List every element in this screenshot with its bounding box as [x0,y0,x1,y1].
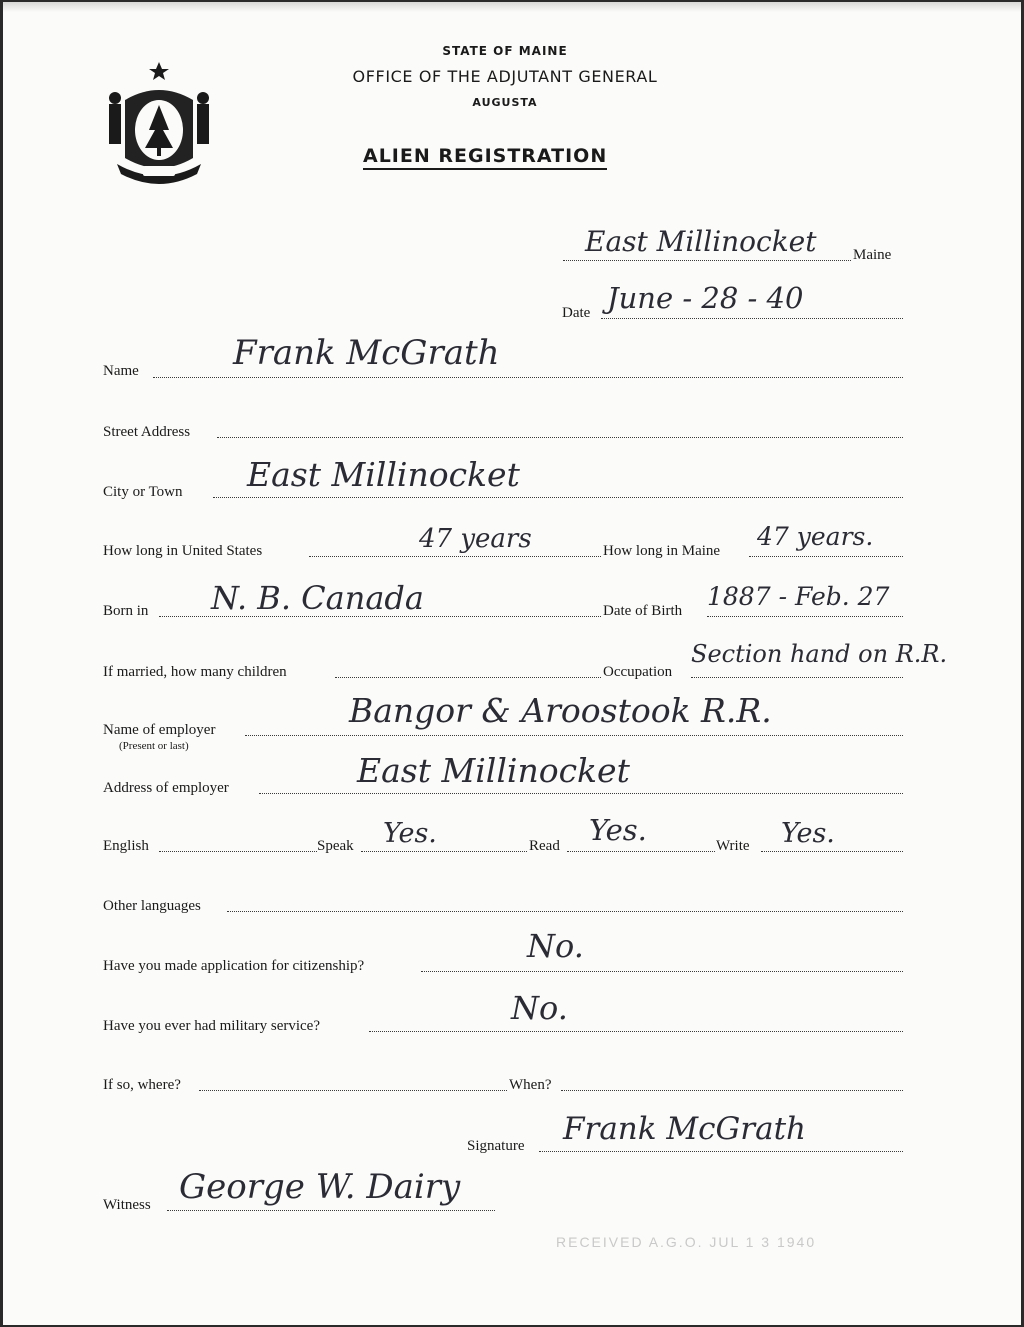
military-value[interactable]: No. [511,989,568,1027]
signature-label: Signature [467,1138,525,1154]
citizenship-line [421,971,903,972]
city-line [213,497,903,498]
where-label: If so, where? [103,1077,181,1093]
employer-address-value[interactable]: East Millinocket [357,751,630,790]
employer-line [245,735,903,736]
speak-label: Speak [317,838,354,854]
name-line [153,377,903,378]
employer-address-line [259,793,903,794]
witness-value[interactable]: George W. Dairy [179,1167,461,1207]
birthplace-label: Born in [103,603,149,619]
town-value[interactable]: East Millinocket [585,225,817,258]
years-maine-value[interactable]: 47 years. [757,522,874,551]
birth-date-line [707,616,903,617]
employer-label: Name of employer [103,722,216,738]
date-label: Date [562,305,591,321]
state-heading: STATE OF MAINE [442,44,568,58]
date-line [601,318,903,319]
years-us-value[interactable]: 47 years [419,524,532,554]
form-title: ALIEN REGISTRATION [363,145,607,170]
speak-line [361,851,527,852]
registration-form [3,2,1021,1325]
children-line[interactable] [335,677,601,678]
speak-value[interactable]: Yes. [383,818,437,849]
occupation-value[interactable]: Section hand on R.R. [691,640,948,668]
employer-value[interactable]: Bangor & Aroostook R.R. [349,691,772,730]
when-line[interactable] [561,1090,903,1091]
citizenship-label: Have you made application for citizenship? [103,958,365,974]
birthplace-value[interactable]: N. B. Canada [211,579,424,617]
english-line [159,851,317,852]
write-label: Write [716,838,750,854]
city-value[interactable]: East Millinocket [247,455,520,494]
english-label: English [103,838,149,854]
military-line [369,1031,903,1032]
street-address-line[interactable] [217,437,903,438]
years-maine-label: How long in Maine [603,543,721,559]
scan-edge-shadow [3,2,1021,12]
years-maine-line [749,556,903,557]
years-us-line [309,556,601,557]
witness-label: Witness [103,1197,151,1213]
other-languages-label: Other languages [103,898,201,914]
city-heading: AUGUSTA [472,96,538,109]
military-label: Have you ever had military service? [103,1018,320,1034]
read-value[interactable]: Yes. [589,813,647,847]
when-label: When? [509,1077,552,1093]
street-address-label: Street Address [103,424,191,440]
occupation-label: Occupation [603,664,673,680]
received-stamp: RECEIVED A.G.O. JUL 1 3 1940 [556,1234,817,1250]
signature-line [539,1151,903,1152]
state-suffix-label: Maine [853,247,892,263]
employer-address-label: Address of employer [103,780,229,796]
years-us-label: How long in United States [103,543,263,559]
office-heading: OFFICE OF THE ADJUTANT GENERAL [352,67,658,86]
where-line[interactable] [199,1090,507,1091]
occupation-line [691,677,903,678]
write-value[interactable]: Yes. [781,818,835,849]
name-label: Name [103,363,139,379]
town-line [563,260,851,261]
date-value[interactable]: June - 28 - 40 [607,281,804,315]
birth-date-label: Date of Birth [603,603,683,619]
name-value[interactable]: Frank McGrath [233,333,500,373]
employer-sublabel: (Present or last) [119,740,189,752]
witness-line [167,1210,495,1211]
signature-value[interactable]: Frank McGrath [563,1111,807,1147]
city-label: City or Town [103,484,183,500]
write-line [761,851,903,852]
read-label: Read [529,838,560,854]
children-label: If married, how many children [103,664,287,680]
other-languages-line[interactable] [227,911,903,912]
birth-date-value[interactable]: 1887 - Feb. 27 [707,582,890,611]
citizenship-value[interactable]: No. [527,927,584,965]
read-line [567,851,715,852]
